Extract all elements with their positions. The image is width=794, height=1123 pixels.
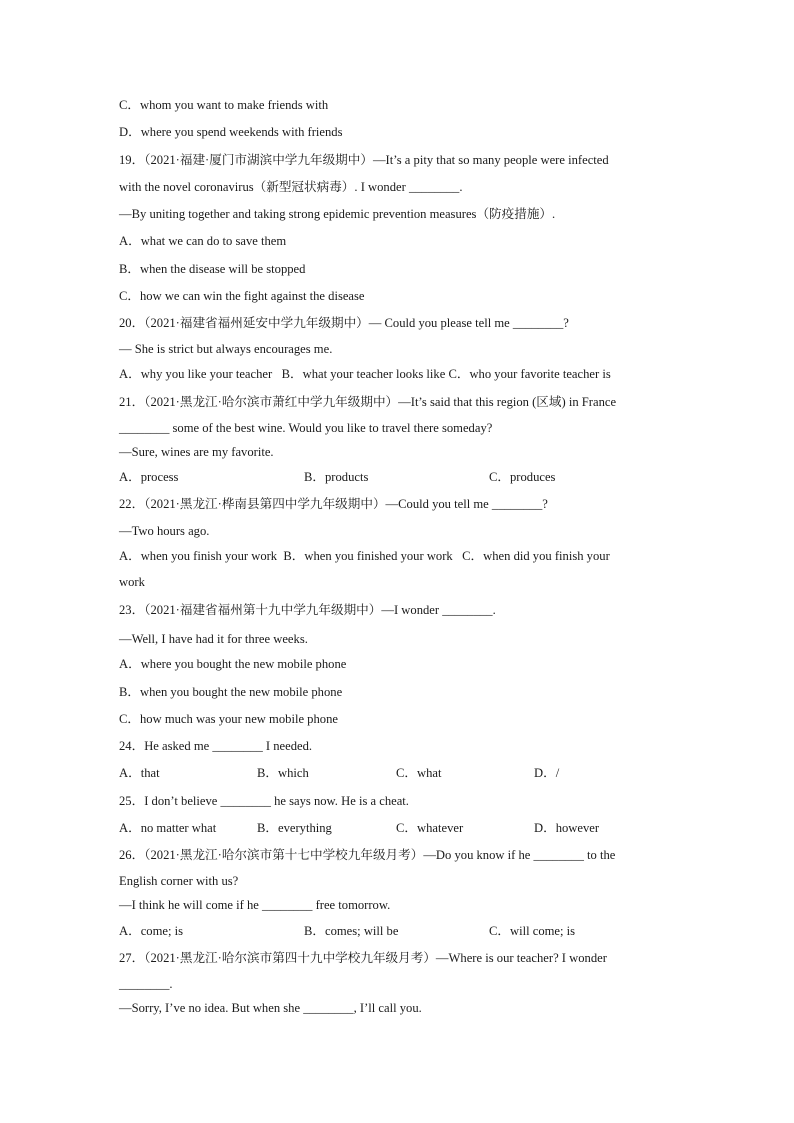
option-line: C．how we can win the fight against the disease <box>119 289 365 303</box>
option-c: C．what <box>396 766 442 780</box>
option-line: B．when you bought the new mobile phone <box>119 685 343 699</box>
question-23-stem: 23．（2021·福建省福州第十九中学九年级期中）—I wonder ________. <box>119 603 496 617</box>
option-a: A．that <box>119 766 160 780</box>
option-b: B．which <box>257 766 309 780</box>
question-26-stem-cont: English corner with us? <box>119 874 239 888</box>
question-21-stem-cont: ________ some of the best wine. Would you like to travel there someday? <box>119 421 493 435</box>
question-27-stem-cont: ________. <box>119 977 173 991</box>
question-21-stem: 21．（2021·黑龙江·哈尔滨市萧红中学九年级期中）—It’s said that this region (区域) in France <box>119 395 617 409</box>
question-25-stem: 25．I don’t believe ________ he says now. He is a cheat. <box>119 794 409 808</box>
question-22-reply: —Two hours ago. <box>119 524 210 538</box>
question-20-stem: 20．（2021·福建省福州延安中学九年级期中）— Could you please tell me ________? <box>119 316 569 330</box>
question-23-reply: —Well, I have had it for three weeks. <box>119 632 308 646</box>
option-d: D．/ <box>534 766 560 780</box>
question-26-reply: —I think he will come if he ________ free tomorrow. <box>119 898 391 912</box>
question-22-options: A．when you finish your work B．when you finished your work C．when did you finish your <box>119 549 610 563</box>
option-line: C．whom you want to make friends with <box>119 98 329 112</box>
question-19-stem-cont: with the novel coronavirus（新型冠状病毒）. I wonder ________. <box>119 180 463 194</box>
question-26-stem: 26．（2021·黑龙江·哈尔滨市第十七中学校九年级月考）—Do you know if he ________ to the <box>119 848 616 862</box>
option-b: B．comes; will be <box>304 924 399 938</box>
question-20-reply: — She is strict but always encourages me. <box>119 342 333 356</box>
option-d: D．however <box>534 821 600 835</box>
option-a: A．no matter what <box>119 821 217 835</box>
option-line: A．where you bought the new mobile phone <box>119 657 347 671</box>
option-b: B．products <box>304 470 369 484</box>
question-21-reply: —Sure, wines are my favorite. <box>119 445 274 459</box>
question-22-options-cont: work <box>119 575 145 589</box>
question-27-stem: 27．（2021·黑龙江·哈尔滨市第四十九中学校九年级月考）—Where is our teacher? I wonder <box>119 951 607 965</box>
question-22-stem: 22．（2021·黑龙江·桦南县第四中学九年级期中）—Could you tell me ________? <box>119 497 548 511</box>
question-19-stem: 19．（2021·福建·厦门市湖滨中学九年级期中）—It’s a pity that so many people were infected <box>119 153 609 167</box>
option-a: A．come; is <box>119 924 184 938</box>
option-line: D．where you spend weekends with friends <box>119 125 343 139</box>
question-20-options: A．why you like your teacher B．what your teacher looks like C．who your favorite teacher is <box>119 367 611 381</box>
option-c: C．whatever <box>396 821 464 835</box>
option-a: A．process <box>119 470 179 484</box>
option-line: B．when the disease will be stopped <box>119 262 306 276</box>
option-c: C．produces <box>489 470 556 484</box>
option-line: C．how much was your new mobile phone <box>119 712 338 726</box>
option-c: C．will come; is <box>489 924 576 938</box>
question-27-reply: —Sorry, I’ve no idea. But when she ________, I’ll call you. <box>119 1001 422 1015</box>
question-19-reply: —By uniting together and taking strong epidemic prevention measures（防疫措施）. <box>119 207 556 221</box>
option-line: A．what we can do to save them <box>119 234 287 248</box>
option-b: B．everything <box>257 821 332 835</box>
question-24-stem: 24．He asked me ________ I needed. <box>119 739 313 753</box>
